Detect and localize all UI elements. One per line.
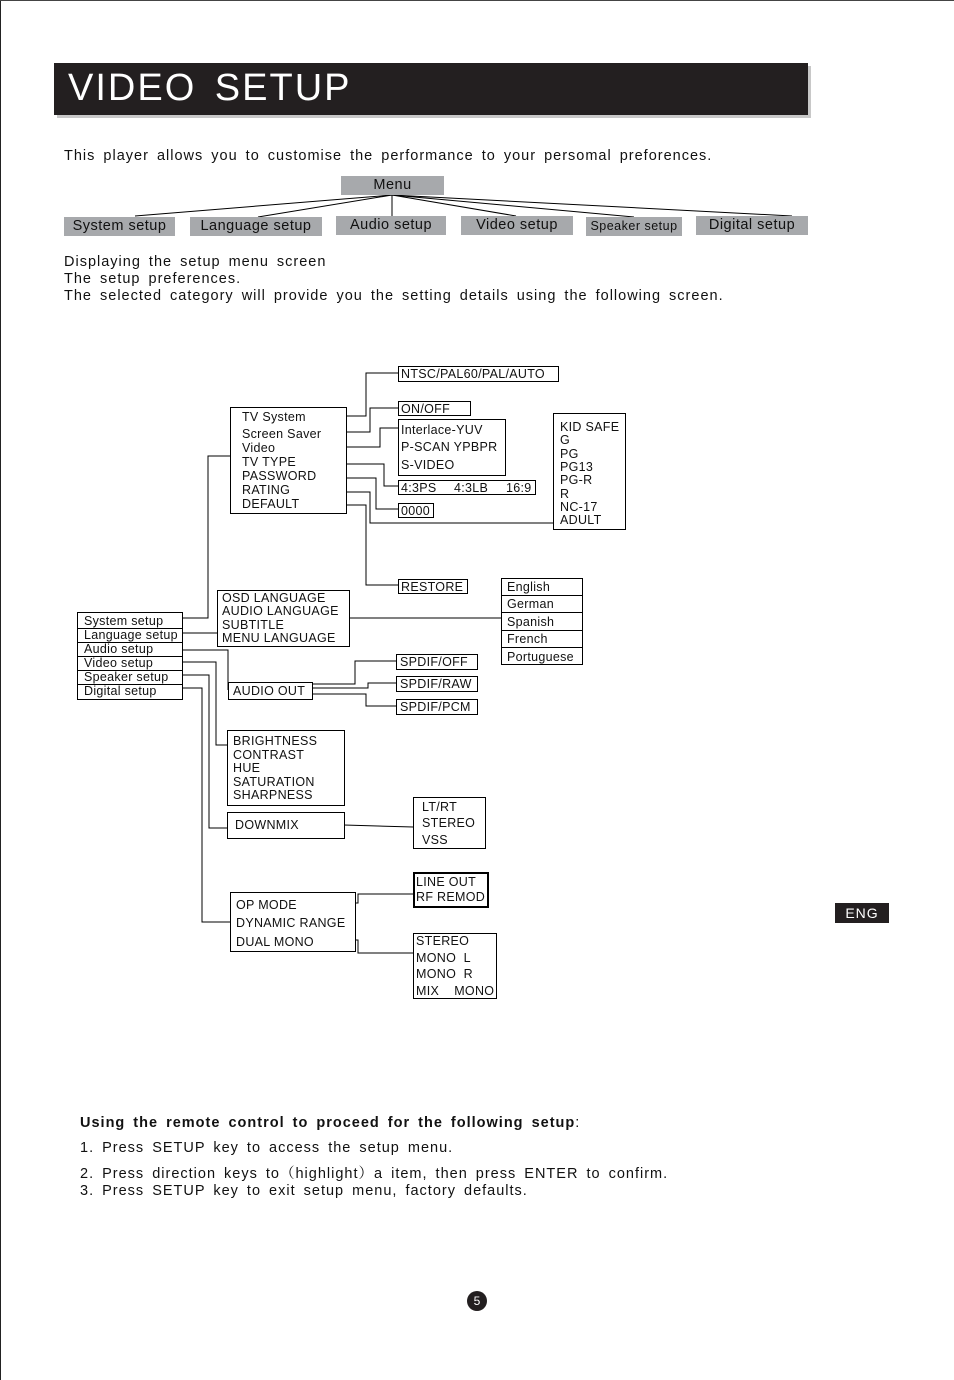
downmix-opt-ltrt[interactable]: LT/RT <box>422 800 458 814</box>
main-menu-speaker[interactable]: Speaker setup <box>84 670 169 684</box>
tv-system-option-label: NTSC/PAL60/PAL/AUTO <box>401 367 545 381</box>
audio-opt-spdif-raw[interactable] <box>396 676 478 692</box>
downmix-opt-vss[interactable]: VSS <box>422 833 448 847</box>
page-title: VIDEO SETUP <box>68 67 352 109</box>
menu-system-setup-button[interactable]: System setup <box>64 217 175 236</box>
main-menu-language[interactable]: Language setup <box>84 628 178 642</box>
digital-dual-mono[interactable]: DUAL MONO <box>236 935 314 949</box>
video-opt-interlace[interactable]: Interlace-YUV <box>401 423 483 437</box>
language-audio[interactable]: AUDIO LANGUAGE <box>222 604 339 618</box>
video-opt-svideo[interactable]: S-VIDEO <box>401 458 455 472</box>
audio-out-item[interactable] <box>228 682 313 700</box>
dual-mono-stereo[interactable]: STEREO <box>416 934 470 948</box>
rating-pg-r[interactable]: PG-R <box>560 473 593 487</box>
system-submenu <box>230 407 347 514</box>
menu-root-button[interactable]: Menu <box>341 176 444 195</box>
language-badge: ENG <box>835 903 889 923</box>
menu-digital-setup-button[interactable]: Digital setup <box>696 216 808 235</box>
tv-system-option[interactable] <box>398 366 559 382</box>
video-hue[interactable]: HUE <box>233 761 261 775</box>
description-line-3: The selected category will provide you the setting details using the following screen. <box>64 288 724 304</box>
video-opt-pscan[interactable]: P-SCAN YPBPR <box>401 440 498 454</box>
language-opt-french[interactable]: French <box>507 632 548 646</box>
video-output-options <box>398 419 506 476</box>
password-option-label: 0000 <box>401 504 431 518</box>
instructions-heading <box>80 1115 580 1131</box>
digital-op-mode[interactable]: OP MODE <box>236 898 297 912</box>
tv-type-16-9[interactable]: 16:9 <box>506 481 532 495</box>
instructions-heading-colon: : <box>575 1115 581 1131</box>
language-opt-portuguese[interactable]: Portuguese <box>507 650 574 664</box>
system-tv-type[interactable]: TV TYPE <box>242 455 296 469</box>
downmix-label: DOWNMIX <box>235 818 299 832</box>
instructions-heading-text: Using the remote control to proceed for the following setup <box>80 1115 576 1131</box>
main-menu-system[interactable]: System setup <box>84 614 164 628</box>
dual-mono-options <box>413 933 497 999</box>
menu-video-setup-button[interactable]: Video setup <box>461 216 573 235</box>
main-menu-video[interactable]: Video setup <box>84 656 154 670</box>
screen-saver-option[interactable] <box>398 401 471 416</box>
audio-out-label: AUDIO OUT <box>233 684 306 698</box>
audio-opt-spdif-raw-label: SPDIF/RAW <box>400 677 472 691</box>
downmix-opt-stereo[interactable]: STEREO <box>422 816 476 830</box>
op-mode-line-out[interactable]: LINE OUT <box>416 875 477 889</box>
video-submenu <box>227 730 345 806</box>
password-option[interactable] <box>398 503 434 518</box>
dual-mono-mix-mono[interactable]: MIX MONO <box>416 984 495 998</box>
intro-text: This player allows you to customise the performance to your persomal preforences. <box>64 148 713 164</box>
instruction-step-3: 3. Press SETUP key to exit setup menu, factory defaults. <box>80 1183 528 1199</box>
audio-opt-spdif-pcm-label: SPDIF/PCM <box>400 700 471 714</box>
screen-saver-option-label: ON/OFF <box>401 402 451 416</box>
language-opt-german[interactable]: German <box>507 597 554 611</box>
tv-type-4-3lb[interactable]: 4:3LB <box>454 481 489 495</box>
digital-submenu <box>230 892 356 952</box>
downmix-item[interactable] <box>227 812 345 839</box>
rating-pg13[interactable]: PG13 <box>560 460 594 474</box>
rating-kid-safe[interactable]: KID SAFE <box>560 420 620 434</box>
language-opt-spanish[interactable]: Spanish <box>507 615 555 629</box>
default-option-label: RESTORE <box>401 580 464 594</box>
audio-opt-spdif-off-label: SPDIF/OFF <box>400 655 468 669</box>
system-rating[interactable]: RATING <box>242 483 291 497</box>
op-mode-options <box>413 872 489 908</box>
language-submenu <box>217 590 350 647</box>
video-contrast[interactable]: CONTRAST <box>233 748 305 762</box>
system-password[interactable]: PASSWORD <box>242 469 317 483</box>
description-line-1: Displaying the setup menu screen <box>64 254 327 270</box>
dual-mono-mono-r[interactable]: MONO R <box>416 967 473 981</box>
language-options <box>501 578 583 665</box>
system-screen-saver[interactable]: Screen Saver <box>242 427 322 441</box>
dual-mono-mono-l[interactable]: MONO L <box>416 951 471 965</box>
rating-pg[interactable]: PG <box>560 447 579 461</box>
language-opt-english[interactable]: English <box>507 580 551 594</box>
menu-language-setup-button[interactable]: Language setup <box>190 217 322 236</box>
instruction-step-2: 2. Press direction keys to（highlight）a item, then press ENTER to confirm. <box>80 1166 669 1182</box>
system-video[interactable]: Video <box>242 441 276 455</box>
menu-audio-setup-button[interactable]: Audio setup <box>336 216 446 235</box>
main-menu-digital[interactable]: Digital setup <box>84 684 157 698</box>
instruction-step-1: 1. Press SETUP key to access the setup menu. <box>80 1140 454 1156</box>
main-menu-list <box>77 612 183 700</box>
language-osd[interactable]: OSD LANGUAGE <box>222 591 326 605</box>
rating-adult[interactable]: ADULT <box>560 513 602 527</box>
tv-type-options <box>398 480 536 495</box>
audio-opt-spdif-off[interactable] <box>396 654 478 670</box>
video-brightness[interactable]: BRIGHTNESS <box>233 734 318 748</box>
downmix-options <box>413 797 486 849</box>
system-default[interactable]: DEFAULT <box>242 497 300 511</box>
language-menu[interactable]: MENU LANGUAGE <box>222 631 336 645</box>
video-saturation[interactable]: SATURATION <box>233 775 315 789</box>
tv-type-4-3ps[interactable]: 4:3PS <box>401 481 437 495</box>
system-tv-system[interactable]: TV System <box>242 410 306 424</box>
audio-opt-spdif-pcm[interactable] <box>396 699 478 715</box>
description-line-2: The setup preferences. <box>64 271 242 287</box>
menu-speaker-setup-button[interactable]: Speaker setup <box>586 217 682 236</box>
video-sharpness[interactable]: SHARPNESS <box>233 788 313 802</box>
rating-options <box>553 413 626 530</box>
rating-r[interactable]: R <box>560 487 570 501</box>
rating-g[interactable]: G <box>560 433 571 447</box>
op-mode-rf-remod[interactable]: RF REMOD <box>416 890 486 904</box>
page-number: 5 <box>467 1291 487 1311</box>
digital-dynamic-range[interactable]: DYNAMIC RANGE <box>236 916 346 930</box>
default-option[interactable] <box>398 579 468 594</box>
rating-nc-17[interactable]: NC-17 <box>560 500 598 514</box>
main-menu-audio[interactable]: Audio setup <box>84 642 154 656</box>
language-subtitle[interactable]: SUBTITLE <box>222 618 285 632</box>
